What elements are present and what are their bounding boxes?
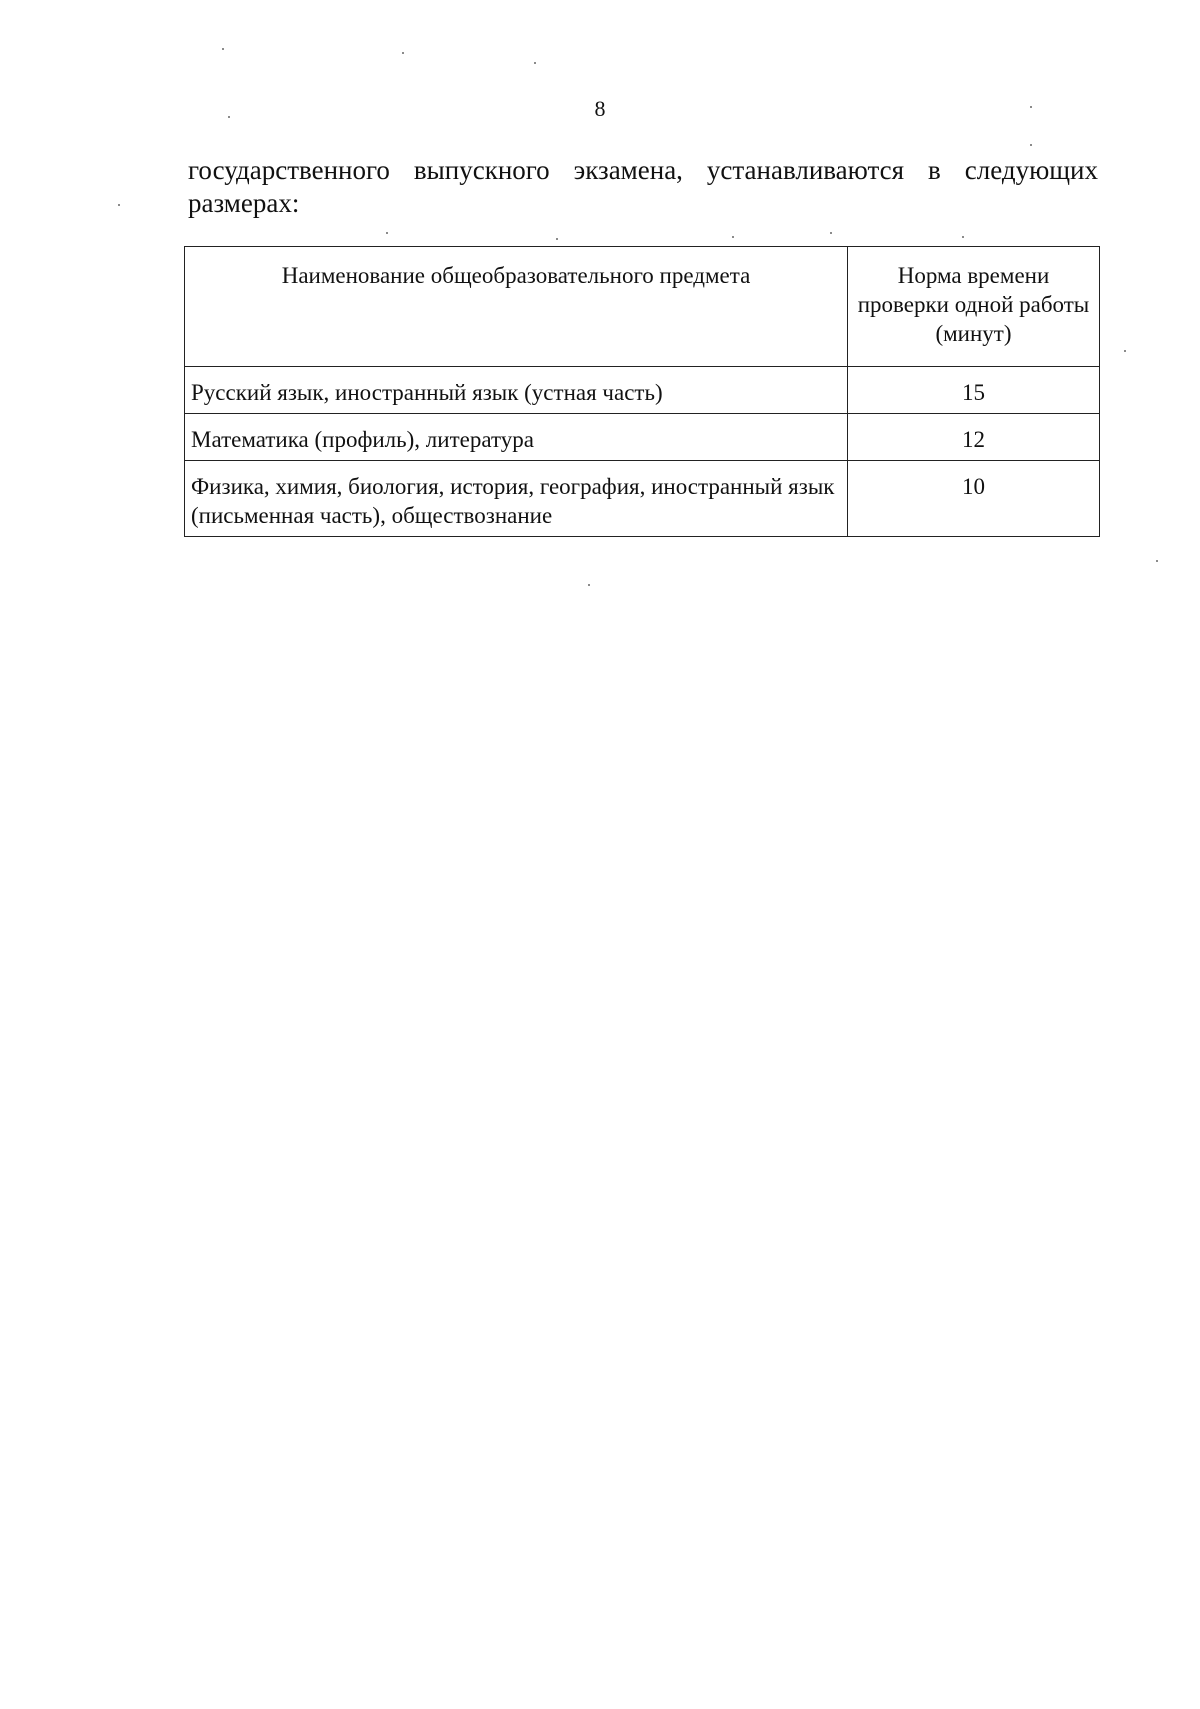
header-norm: Норма времени проверки одной работы (минут) bbox=[848, 247, 1100, 367]
scan-speck bbox=[386, 232, 388, 234]
cell-norm: 10 bbox=[848, 461, 1100, 537]
scan-speck bbox=[1030, 106, 1032, 108]
scan-speck bbox=[222, 48, 224, 50]
header-subject: Наименование общеобразовательного предмета bbox=[185, 247, 848, 367]
scan-speck bbox=[534, 62, 536, 64]
scan-speck bbox=[118, 204, 120, 206]
scan-speck bbox=[732, 236, 734, 238]
scan-speck bbox=[588, 584, 590, 586]
table-row bbox=[185, 414, 1100, 461]
scan-speck bbox=[1030, 144, 1032, 146]
scan-speck bbox=[556, 238, 558, 240]
table-header-row bbox=[185, 247, 1100, 367]
norms-table bbox=[184, 246, 1100, 537]
cell-norm: 12 bbox=[848, 414, 1100, 461]
intro-paragraph bbox=[188, 154, 1098, 220]
cell-norm: 15 bbox=[848, 367, 1100, 414]
page-number: 8 bbox=[594, 96, 606, 121]
intro-line-1: государственного выпускного экзамена, устанавливаются в следующих bbox=[188, 155, 1098, 185]
scan-speck bbox=[402, 52, 404, 54]
table-row bbox=[185, 461, 1100, 537]
cell-subject: Физика, химия, биология, история, география, иностранный язык (письменная часть), обществознание bbox=[185, 461, 848, 537]
table-row bbox=[185, 367, 1100, 414]
intro-line-2: размерах: bbox=[188, 188, 300, 218]
scan-speck bbox=[228, 116, 230, 118]
scan-speck bbox=[1124, 350, 1126, 352]
cell-subject: Математика (профиль), литература bbox=[185, 414, 848, 461]
scan-speck bbox=[830, 232, 832, 234]
cell-subject: Русский язык, иностранный язык (устная часть) bbox=[185, 367, 848, 414]
scan-speck bbox=[962, 236, 964, 238]
scan-speck bbox=[1156, 560, 1158, 562]
